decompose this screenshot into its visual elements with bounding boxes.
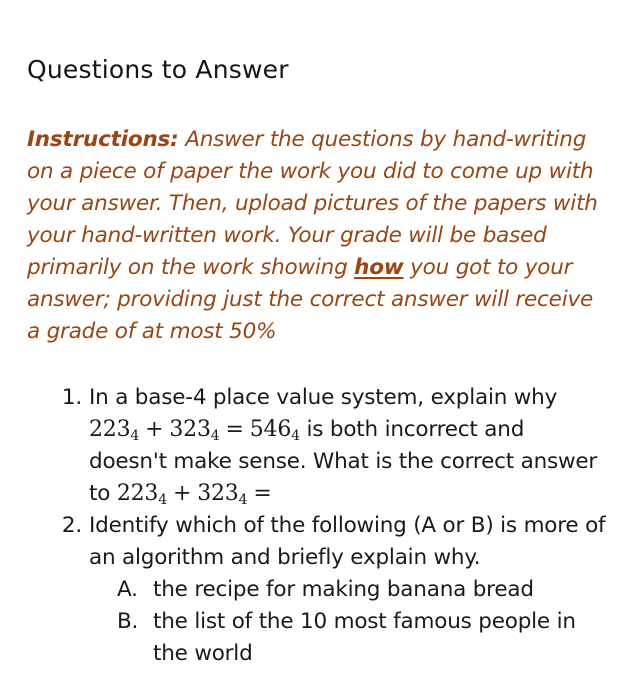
- question-2-text: Identify which of the following (A or B) is more of an algorithm and briefly explain why.: [89, 513, 606, 570]
- eq1-plus-sign: +: [145, 417, 164, 442]
- option-a: [89, 574, 607, 606]
- instructions-lead: Instructions:: [27, 127, 179, 152]
- instructions-emphasis-how: how: [354, 255, 404, 280]
- question-1-text-middle: is both incorrect and doesn't make sense. What is the correct answer to: [89, 417, 598, 506]
- option-a-text: the recipe for making banana bread: [153, 577, 534, 602]
- questions-list: [52, 382, 607, 670]
- eq2-equals-sign: =: [253, 481, 272, 506]
- question-1-equation: [89, 417, 300, 442]
- eq1-operand-b: 323: [169, 417, 211, 442]
- eq1-operand-a-base: 4: [130, 428, 140, 444]
- instructions-paragraph: [27, 124, 607, 348]
- option-b-letter: B.: [117, 609, 139, 634]
- eq2-operand-b-base: 4: [238, 492, 248, 508]
- eq1-result-base: 4: [291, 428, 300, 444]
- option-a-letter: A.: [117, 577, 138, 602]
- instructions-text-part1: Answer the questions by hand-writing on a piece of paper the work you did to come up with your answer. Then, upload pictures of the papers with your hand-written work. Your grade will be based primarily on the work showing: [27, 127, 598, 280]
- eq2-plus-sign: +: [172, 481, 192, 506]
- eq1-operand-b-base: 4: [210, 428, 220, 444]
- question-1-number: 1.: [61, 385, 82, 410]
- page-title: Questions to Answer: [27, 55, 289, 84]
- question-1-text-before: In a base-4 place value system, explain why: [89, 385, 558, 410]
- instructions-text-part2: you got to your answer; providing just the correct answer will receive a grade of at most 50%: [27, 255, 594, 344]
- option-b-text: the list of the 10 most famous people in the world: [153, 609, 576, 666]
- option-b: [89, 606, 607, 670]
- question-2-number: 2.: [61, 513, 82, 538]
- eq1-result: 546: [249, 417, 292, 442]
- question-1-equation-2: [117, 481, 278, 506]
- eq2-operand-a: 223: [116, 481, 159, 506]
- eq1-operand-a: 223: [89, 417, 131, 442]
- question-2: [52, 510, 607, 670]
- question-2-options: [89, 574, 607, 670]
- question-1: [52, 382, 607, 510]
- eq2-operand-a-base: 4: [158, 492, 167, 508]
- eq2-operand-b: 323: [197, 481, 239, 506]
- eq1-equals-sign: =: [225, 417, 244, 442]
